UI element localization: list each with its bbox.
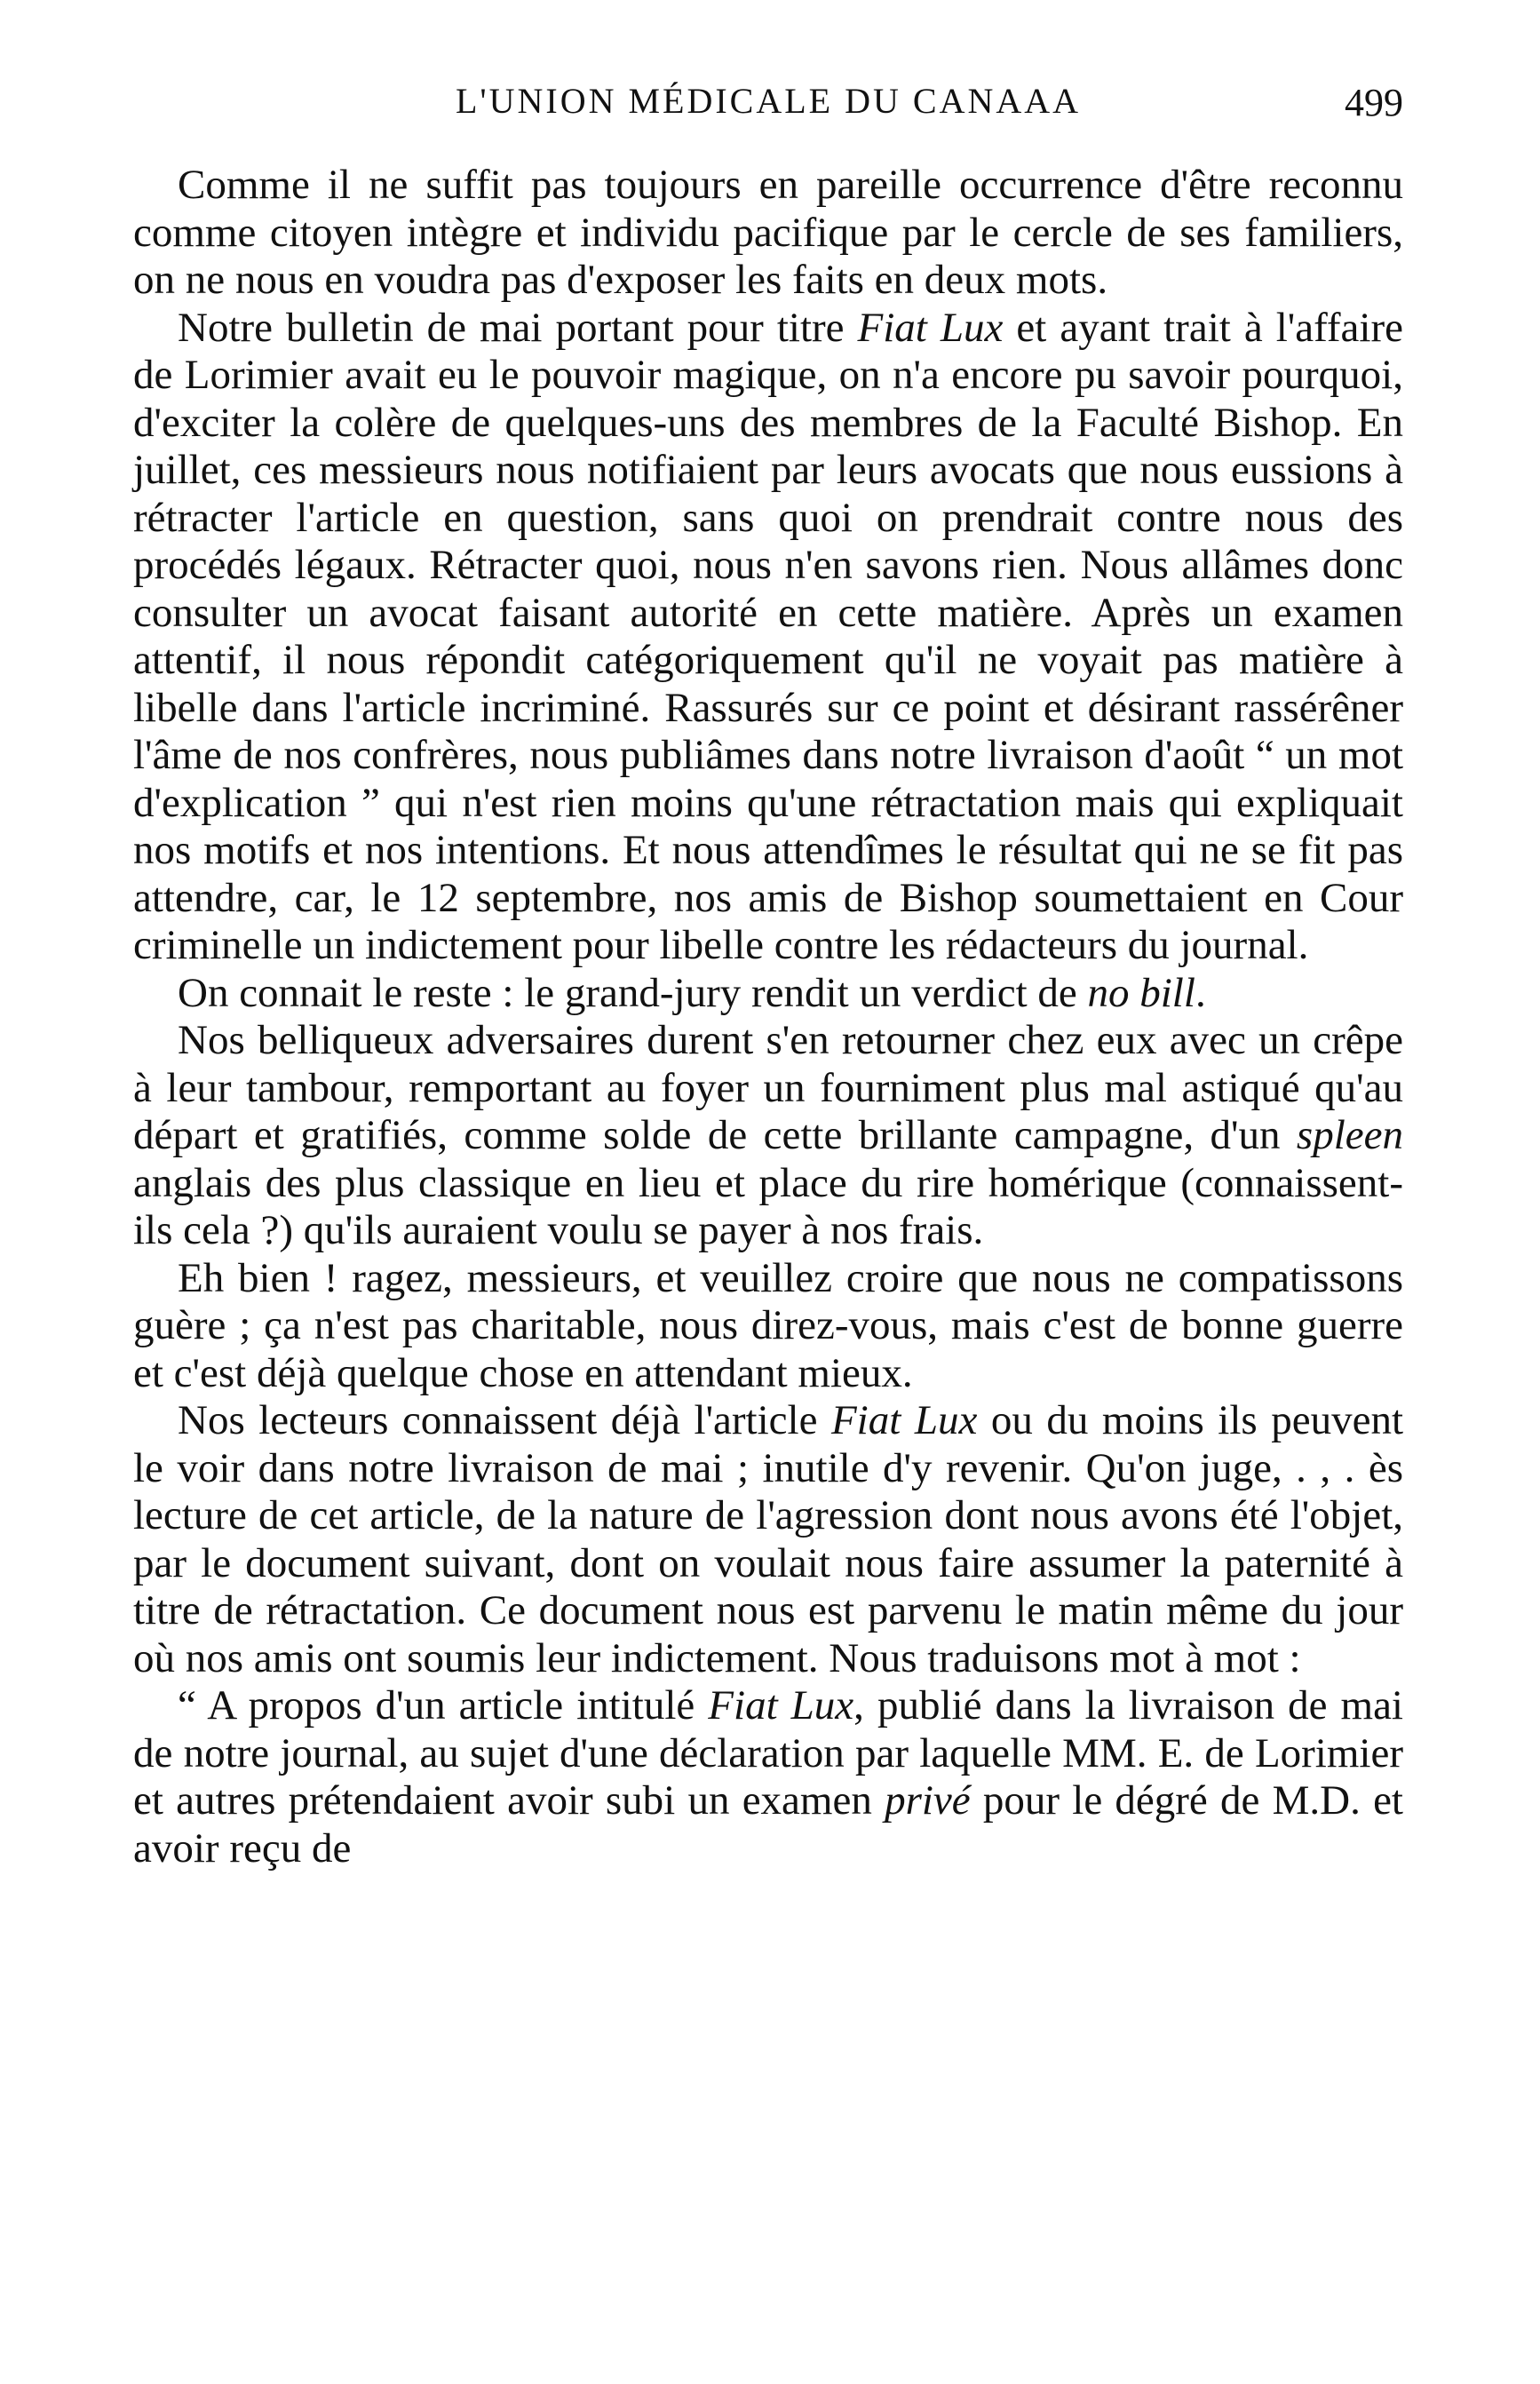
italic-title: Fiat Lux [830, 1397, 978, 1443]
text-run: Eh bien ! ragez, messieurs, et veuillez croire que nous ne compatissons guère ; ça n'est pas charitable, nous direz-vous, mais c'est de bonne guerre et c'est déjà quelque chose en attendant mieux. [133, 1254, 1403, 1396]
text-run: Comme il ne suffit pas toujours en pareille occurrence d'être reconnu comme citoyen intègre et individu pacifique par le cercle de ses familiers, on ne nous en voudra pas d'exposer les faits en deux mots. [133, 162, 1403, 303]
text-run: “ A propos d'un article intitulé [178, 1682, 709, 1728]
paragraph [133, 1682, 1403, 1872]
italic-title: Fiat Lux [708, 1682, 854, 1728]
page-body [133, 162, 1403, 1872]
text-run: ou du moins ils peuvent le voir dans notre livraison de mai ; inutile d'y revenir. Qu'on juge, . , . ès lecture de cet article, de la nature de l'agression dont nous avons été l'objet, par le document suivant, dont on voulait nous faire assumer la paternité à titre de rétractation. Ce document nous est parvenu le matin même du jour où nos amis ont soumis leur indictement. Nous traduisons mot à mot : [133, 1397, 1404, 1681]
text-run: pour le dégré de M.D. et avoir reçu de [133, 1777, 1403, 1871]
italic-term: spleen [1296, 1112, 1403, 1158]
text-run: Notre bulletin de mai portant pour titre [178, 304, 858, 351]
paragraph [133, 970, 1403, 1018]
running-head: L'UNION MÉDICALE DU CANAAA [455, 81, 1082, 121]
paragraph [133, 162, 1403, 305]
page-header [133, 80, 1403, 133]
text-run: . [1195, 969, 1206, 1016]
paragraph [133, 305, 1403, 970]
text-run: anglais des plus classique en lieu et place du rire homérique (connaissent-ils cela ?) qu'ils auraient voulu se payer à nos frais. [133, 1159, 1403, 1253]
text-run: On connait le reste : le grand-jury rendit un verdict de [178, 969, 1088, 1016]
text-run: Nos lecteurs connaissent déjà l'article [178, 1397, 831, 1443]
text-run: , publié dans la livraison de mai de notre journal, au sujet d'une déclaration par laquelle MM. E. de Lorimier et autres prétendaient avoir subi un examen [133, 1682, 1403, 1824]
paragraph [133, 1017, 1403, 1255]
text-run: et ayant trait à l'affaire de Lorimier avait eu le pouvoir magique, on n'a encore pu savoir pourquoi, d'exciter la colère de quelques-uns des membres de la Faculté Bishop. En juillet, ces messieurs nous notifiaient par leurs avocats que nous eussions à rétracter l'article en question, sans quoi on prendrait contre nous des procédés légaux. Rétracter quoi, nous n'en savons rien. Nous allâmes donc consulter un avocat faisant autorité en cette matière. Après un examen attentif, il nous répondit catégoriquement qu'il ne voyait pas matière à libelle dans l'article incriminé. Rassurés sur ce point et désirant rassérêner l'âme de nos confrères, nous publiâmes dans notre livraison d'août “ un mot d'explication ” qui n'est rien moins qu'une rétractation mais qui expliquait nos motifs et nos intentions. Et nous attendîmes le résultat qui ne se fit pas attendre, car, le 12 septembre, nos amis de Bishop soumettaient en Cour criminelle un indictement pour libelle contre les rédacteurs du journal. [133, 304, 1403, 968]
italic-title: Fiat Lux [857, 304, 1004, 351]
paragraph [133, 1255, 1403, 1398]
italic-term: no bill [1087, 969, 1195, 1016]
italic-term: privé [885, 1777, 971, 1824]
page-number: 499 [1345, 81, 1403, 124]
paragraph [133, 1397, 1403, 1682]
text-run: Nos belliqueux adversaires durent s'en retourner chez eux avec un crêpe à leur tambour, remportant au foyer un fourniment plus mal astiqué qu'au départ et gratifiés, comme solde de cette brillante campagne, d'un [133, 1017, 1403, 1158]
